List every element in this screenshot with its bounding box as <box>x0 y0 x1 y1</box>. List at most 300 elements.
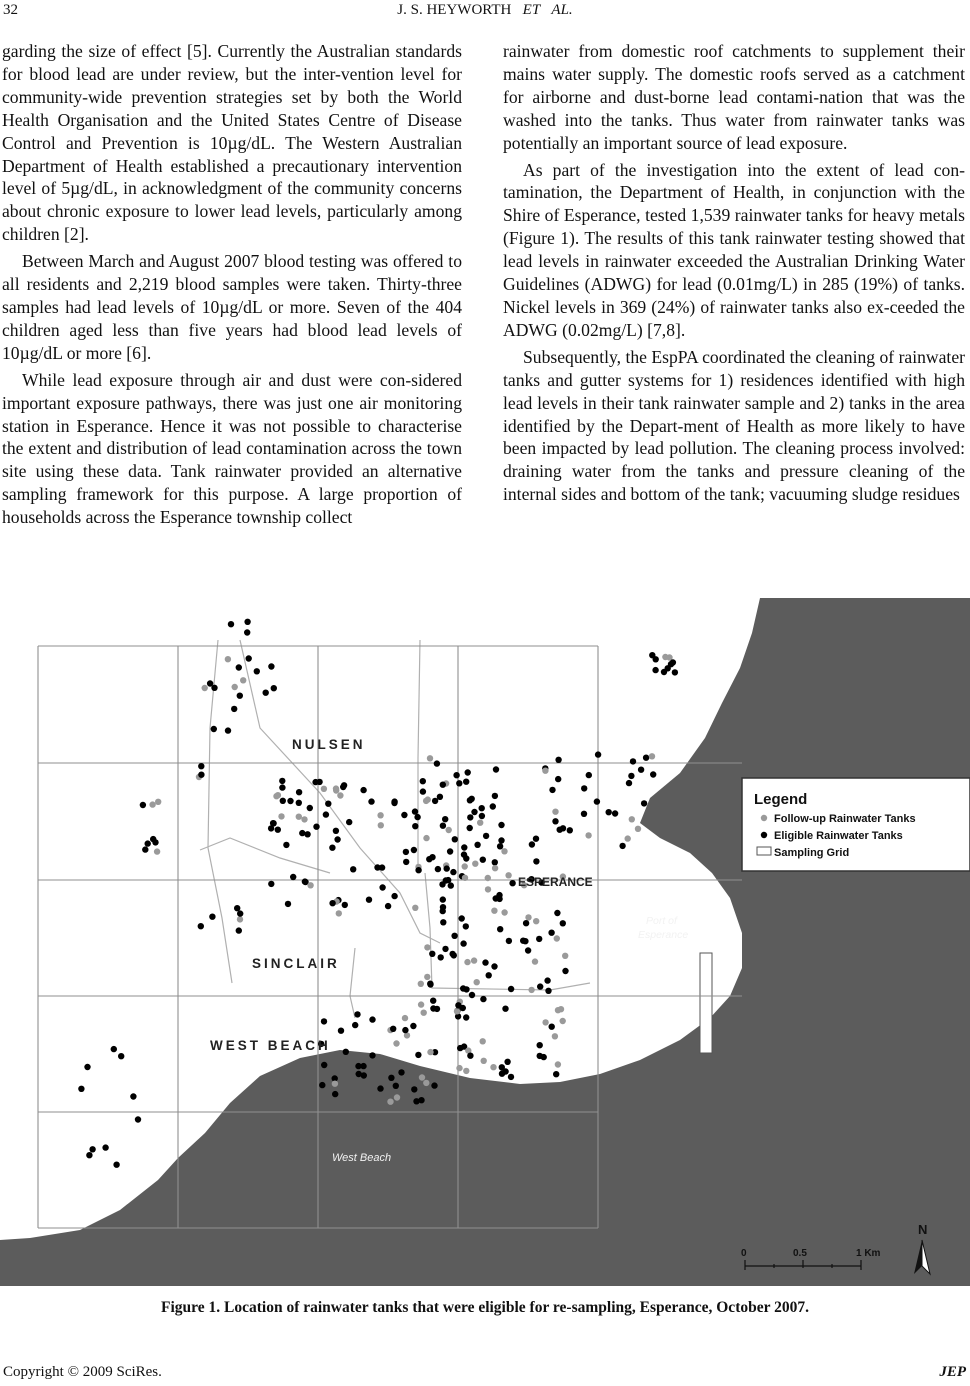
tank-point <box>497 926 503 932</box>
tank-point <box>567 827 573 833</box>
tank-point <box>343 1049 349 1055</box>
tank-point <box>619 843 625 849</box>
tank-point <box>630 758 636 764</box>
tank-point <box>403 859 409 865</box>
label-esperance: ESPERANCE <box>518 875 593 889</box>
tank-point <box>462 875 468 881</box>
tank-point <box>434 760 440 766</box>
tank-point <box>555 776 561 782</box>
tank-point <box>211 726 217 732</box>
running-head-authors: J. S. HEYWORTH <box>397 2 512 18</box>
tank-point <box>497 843 503 849</box>
tank-point <box>652 667 658 673</box>
tank-point <box>461 851 467 857</box>
tank-point <box>296 814 302 820</box>
tank-point <box>423 835 429 841</box>
tank-point <box>595 751 601 757</box>
page-header <box>0 0 970 24</box>
tank-point <box>537 1042 543 1048</box>
tank-point <box>360 787 366 793</box>
tank-point <box>555 757 561 763</box>
tank-point <box>479 813 485 819</box>
tank-point <box>329 845 335 851</box>
tank-point <box>271 685 277 691</box>
tank-point <box>504 1059 510 1065</box>
tank-point <box>236 664 242 670</box>
tank-point <box>346 819 352 825</box>
tank-point <box>554 910 560 916</box>
tank-point <box>304 831 310 837</box>
tank-point <box>492 793 498 799</box>
tank-point <box>135 1116 141 1122</box>
tank-point <box>232 684 238 690</box>
tank-point <box>483 833 489 839</box>
label-port-esperance: Esperance <box>638 929 689 941</box>
tank-point <box>449 951 455 957</box>
tank-point <box>411 1086 417 1092</box>
tank-point <box>268 663 274 669</box>
tank-point <box>460 940 466 946</box>
tank-point <box>283 842 289 848</box>
tank-point <box>419 1074 425 1080</box>
running-head <box>0 2 970 19</box>
tank-point <box>499 1071 505 1077</box>
tank-point <box>231 706 237 712</box>
tank-point <box>451 933 457 939</box>
tank-point <box>279 784 285 790</box>
map-breakwater <box>700 953 712 1053</box>
tank-point <box>378 822 384 828</box>
label-sinclair: SINCLAIR <box>252 956 340 971</box>
tank-point <box>225 727 231 733</box>
tank-point <box>457 1045 463 1051</box>
tank-point <box>465 769 471 775</box>
tank-point <box>412 823 418 829</box>
tank-point <box>268 881 274 887</box>
tank-point <box>401 812 407 818</box>
tank-point <box>429 951 435 957</box>
tank-point <box>102 1144 108 1150</box>
tank-point <box>447 848 453 854</box>
tank-point <box>142 846 148 852</box>
tank-point <box>296 800 302 806</box>
tank-point <box>427 1049 433 1055</box>
tank-point <box>342 902 348 908</box>
tank-point <box>493 895 499 901</box>
tank-point <box>606 809 612 815</box>
tank-point <box>492 865 498 871</box>
tank-point <box>462 863 468 869</box>
tank-point <box>237 910 243 916</box>
scale-tick-0: 0 <box>741 1248 747 1259</box>
label-nulsen: NULSEN <box>292 737 366 752</box>
tank-point <box>440 782 446 788</box>
tank-point <box>270 820 276 826</box>
tank-point <box>323 811 329 817</box>
tank-point <box>430 998 436 1004</box>
tank-point <box>207 680 213 686</box>
tank-point <box>319 1082 325 1088</box>
tank-point <box>463 923 469 929</box>
tank-point <box>459 915 465 921</box>
tank-point <box>552 818 558 824</box>
tank-point <box>421 1010 427 1016</box>
tank-point <box>415 867 421 873</box>
tank-point <box>431 1082 437 1088</box>
tank-point <box>485 875 491 881</box>
tank-point <box>321 1018 327 1024</box>
tank-point <box>471 957 477 963</box>
tank-point <box>560 920 566 926</box>
tank-point <box>469 992 475 998</box>
tank-point <box>480 857 486 863</box>
label-west-beach: WEST BEACH <box>210 1038 331 1053</box>
tank-point <box>442 946 448 952</box>
tank-point <box>482 959 488 965</box>
tank-point <box>498 837 504 843</box>
tank-point <box>369 1052 375 1058</box>
tank-point <box>279 778 285 784</box>
tank-point <box>352 1022 358 1028</box>
tank-point <box>234 905 240 911</box>
map-svg <box>0 598 970 1286</box>
tank-point <box>113 1162 119 1168</box>
tank-point <box>333 828 339 834</box>
tank-point <box>290 874 296 880</box>
tank-point <box>480 996 486 1002</box>
tank-point <box>467 1053 473 1059</box>
tank-point <box>649 652 655 658</box>
tank-point <box>477 820 483 826</box>
tank-point <box>393 1083 399 1089</box>
tank-point <box>332 1081 338 1087</box>
tank-point <box>498 822 504 828</box>
tank-point <box>307 805 313 811</box>
tank-point <box>471 809 477 815</box>
tank-point <box>379 884 385 890</box>
tank-point <box>629 816 635 822</box>
tank-point <box>650 771 656 777</box>
tank-point <box>403 849 409 855</box>
tank-point <box>332 1091 338 1097</box>
tank-point <box>490 803 496 809</box>
tank-point <box>638 767 644 773</box>
tank-point <box>111 1046 117 1052</box>
tank-point <box>440 896 446 902</box>
tank-point <box>366 897 372 903</box>
tank-point <box>481 1058 487 1064</box>
tank-point <box>368 798 374 804</box>
tank-point <box>209 914 215 920</box>
tank-point <box>89 1146 95 1152</box>
tank-point <box>354 1011 360 1017</box>
tank-point <box>244 629 250 635</box>
tank-point <box>463 779 469 785</box>
tank-point <box>552 1033 558 1039</box>
tank-point <box>337 792 343 798</box>
tank-point <box>444 865 450 871</box>
tank-point <box>585 832 591 838</box>
tank-point <box>244 619 250 625</box>
legend-eligible-dot <box>761 832 767 838</box>
tank-point <box>542 1019 548 1025</box>
tank-point <box>437 794 443 800</box>
tank-point <box>586 772 592 778</box>
tank-point <box>424 974 430 980</box>
tank-point <box>411 847 417 853</box>
tank-point <box>424 944 430 950</box>
tank-point <box>118 1053 124 1059</box>
tank-point <box>321 1062 327 1068</box>
tank-point <box>438 954 444 960</box>
tank-point <box>423 1080 429 1086</box>
tank-point <box>529 841 535 847</box>
tank-point <box>237 693 243 699</box>
tank-point <box>463 1068 469 1074</box>
tank-point <box>581 785 587 791</box>
tank-point <box>480 1038 486 1044</box>
tank-point <box>479 805 485 811</box>
tank-point <box>485 886 491 892</box>
tank-point <box>149 801 155 807</box>
right-paragraph-3: Subsequently, the EspPA coordinated the cleaning of rainwater tanks and gutter systems for 1) residences identified with high lead levels in their tank rainwater sample and 2) tanks in the area identified by the Depart-ment of Health as more likely to have been impacted by lead pollution. The cleaning process involved: draining water from the tanks and pressure cleaning of the internal sides and bottom of the tank; vacuuming sludge residues <box>503 346 965 505</box>
tank-point <box>325 801 331 807</box>
tank-point <box>442 816 448 822</box>
tank-point <box>155 799 161 805</box>
running-head-et: ET <box>522 2 541 18</box>
tank-point <box>492 859 498 865</box>
tank-point <box>508 1074 514 1080</box>
tank-point <box>450 869 456 875</box>
tank-point <box>670 659 676 665</box>
tank-point <box>491 963 497 969</box>
tank-point <box>469 796 475 802</box>
legend-follow-up-dot <box>761 815 767 821</box>
tank-point <box>402 1027 408 1033</box>
tank-point <box>493 766 499 772</box>
tank-point <box>316 779 322 785</box>
scale-tick-1km: 1 Km <box>856 1248 881 1259</box>
tank-point <box>410 1023 416 1029</box>
tank-point <box>491 908 497 914</box>
tank-point <box>145 840 151 846</box>
tank-point <box>533 858 539 864</box>
label-port-of: Port of <box>646 915 677 927</box>
tank-point <box>355 1063 361 1069</box>
tank-point <box>525 947 531 953</box>
tank-point <box>427 755 433 761</box>
tank-point <box>302 878 308 884</box>
tank-point <box>350 866 356 872</box>
right-column <box>503 40 965 506</box>
tank-point <box>393 1040 399 1046</box>
tank-point <box>505 872 511 878</box>
tank-point <box>557 827 563 833</box>
tank-point <box>299 830 305 836</box>
tank-point <box>549 787 555 793</box>
legend-grid: Sampling Grid <box>774 847 850 859</box>
tank-point <box>440 904 446 910</box>
tank-point <box>463 1014 469 1020</box>
tank-point <box>202 685 208 691</box>
north-label: N <box>918 1222 928 1237</box>
tank-point <box>456 780 462 786</box>
tank-point <box>562 953 568 959</box>
tank-point <box>533 918 539 924</box>
tank-point <box>394 1094 400 1100</box>
tank-point <box>472 861 478 867</box>
tank-point <box>509 880 515 886</box>
left-paragraph-3: While lead exposure through air and dust were con-sidered important exposure pathways, there was just one air monitoring station in Esperance. Hence it was not possible to characterise the extent and distribution of lead contamination across the town site using these data. Tank rainwater provided an alternative sampling framework for this purpose. A large proportion of households across the Esperance township collect <box>2 369 462 528</box>
tank-point <box>626 780 632 786</box>
tank-point <box>140 802 146 808</box>
legend-title: Legend <box>754 791 808 808</box>
left-paragraph-2: Between March and August 2007 blood testing was offered to all residents and 2,219 blood samples were taken. Thirty-three samples had lead levels of 10µg/dL or more. Seven of the 404 children aged less than five years had blood lead levels of 10µg/dL or more [6]. <box>2 251 462 363</box>
tank-point <box>454 1008 460 1014</box>
tank-point <box>236 927 242 933</box>
tank-point <box>446 827 452 833</box>
tank-point <box>263 690 269 696</box>
tank-point <box>464 959 470 965</box>
tank-point <box>486 972 492 978</box>
legend-follow-up: Follow-up Rainwater Tanks <box>774 813 916 825</box>
tank-point <box>554 935 560 941</box>
scale-tick-05: 0.5 <box>793 1248 807 1259</box>
tank-point <box>452 836 458 842</box>
tank-point <box>425 796 431 802</box>
tank-point <box>467 814 473 820</box>
tank-point <box>555 1061 561 1067</box>
tank-point <box>237 916 243 922</box>
tank-point <box>594 798 600 804</box>
tank-point <box>672 669 678 675</box>
right-paragraph-1: rainwater from domestic roof catchments to supplement their mains water supply. The domestic roofs served as a catchment for airborne and dust-borne lead contami-nation that was the washed into the tanks. Thus water from rainwater tanks was potentially an important source of lead exposure. <box>503 41 965 153</box>
legend-eligible: Eligible Rainwater Tanks <box>774 830 903 842</box>
tank-point <box>377 812 383 818</box>
tank-point <box>560 1018 566 1024</box>
tank-point <box>427 981 433 987</box>
tank-point <box>285 901 291 907</box>
footer-copyright: Copyright © 2009 SciRes. <box>3 1364 162 1380</box>
tank-point <box>321 786 327 792</box>
tank-point <box>313 824 319 830</box>
tank-point <box>548 930 554 936</box>
tank-point <box>84 1064 90 1070</box>
figure-map <box>0 598 970 1286</box>
tank-point <box>391 800 397 806</box>
running-head-al: AL. <box>551 2 573 18</box>
tank-point <box>440 823 446 829</box>
right-paragraph-2: As part of the investigation into the extent of lead con-tamination, the Department of Health, in conjunction with the Shire of Esperance, tested 1,539 rainwater tanks for heavy metals (Figure 1). The results of this tank rainwater testing showed that lead levels in rainwater exceeded the Australian Drinking Water Guidelines (ADWG) for lead (0.01mg/L) in 285 (19%) of tanks. Nickel levels in 369 (24%) of rainwater tanks also ex-ceeded the ADWG (0.02mg/L) [7,8]. <box>503 159 965 340</box>
tank-point <box>474 842 480 848</box>
tank-point <box>552 809 558 815</box>
tank-point <box>625 835 631 841</box>
tank-point <box>418 981 424 987</box>
tank-point <box>198 772 204 778</box>
tank-point <box>130 1093 136 1099</box>
legend-grid-swatch <box>757 847 771 855</box>
tank-point <box>508 986 514 992</box>
tank-point <box>429 854 435 860</box>
tank-point <box>537 983 543 989</box>
tank-point <box>280 798 286 804</box>
tank-point <box>461 844 467 850</box>
tank-point <box>413 1098 419 1104</box>
tank-point <box>414 814 420 820</box>
tank-point <box>152 839 158 845</box>
tank-point <box>456 1065 462 1071</box>
tank-point <box>402 1015 408 1021</box>
tank-point <box>474 979 480 985</box>
tank-point <box>356 1071 362 1077</box>
tank-point <box>398 1069 404 1075</box>
tank-point <box>387 1099 393 1105</box>
tank-point <box>420 778 426 784</box>
tank-point <box>643 755 649 761</box>
tank-point <box>86 1152 92 1158</box>
tank-point <box>545 988 551 994</box>
tank-point <box>78 1086 84 1092</box>
page-number: 32 <box>3 2 18 18</box>
tank-point <box>374 864 380 870</box>
tank-point <box>562 968 568 974</box>
tank-point <box>467 825 473 831</box>
footer-journal: JEP <box>939 1364 966 1380</box>
tank-point <box>340 784 346 790</box>
tank-point <box>490 1064 496 1070</box>
map-legend <box>742 778 970 871</box>
tank-point <box>528 987 534 993</box>
tank-point <box>198 763 204 769</box>
tank-point <box>240 677 246 683</box>
tank-point <box>296 789 302 795</box>
tank-point <box>418 1001 424 1007</box>
tank-point <box>275 827 281 833</box>
tank-point <box>661 669 667 675</box>
tank-point <box>254 668 260 674</box>
tank-point <box>278 813 284 819</box>
left-paragraph-1: garding the size of effect [5]. Currently the Australian standards for blood lead are under review, but the inter-vention level for community-wide prevention strategies set by both the World Health Organisation and the United States Centre of Disease Control and Prevention is 10µg/dL. The Western Australian Department of Health established a precautionary intervention level of 5µg/dL, in acknowledgment of the community concerns about chronic exposure to lower lead levels, particularly among children [2]. <box>2 41 462 245</box>
figure-caption: Figure 1. Location of rainwater tanks that were eligible for re-sampling, Esperance, October 2007. <box>161 1299 809 1316</box>
label-west-beach-water: West Beach <box>332 1152 392 1164</box>
tank-point <box>420 788 426 794</box>
tank-point <box>537 1053 543 1059</box>
tank-point <box>549 1024 555 1030</box>
tank-point <box>434 1006 440 1012</box>
tank-point <box>641 800 647 806</box>
tank-point <box>532 958 538 964</box>
tank-point <box>385 903 391 909</box>
tank-point <box>412 808 418 814</box>
tank-point <box>336 910 342 916</box>
tank-point <box>544 977 550 983</box>
tank-point <box>440 919 446 925</box>
tank-point <box>198 923 204 929</box>
tank-point <box>525 914 531 920</box>
tank-point <box>448 882 454 888</box>
tank-point <box>635 826 641 832</box>
tank-point <box>388 1075 394 1081</box>
tank-point <box>415 1052 421 1058</box>
tank-point <box>333 785 339 791</box>
tank-point <box>307 882 313 888</box>
tank-point <box>501 909 507 915</box>
tank-point <box>453 772 459 778</box>
left-column <box>2 40 462 529</box>
tank-point <box>501 848 507 854</box>
tank-point <box>435 866 441 872</box>
tank-point <box>523 920 529 926</box>
